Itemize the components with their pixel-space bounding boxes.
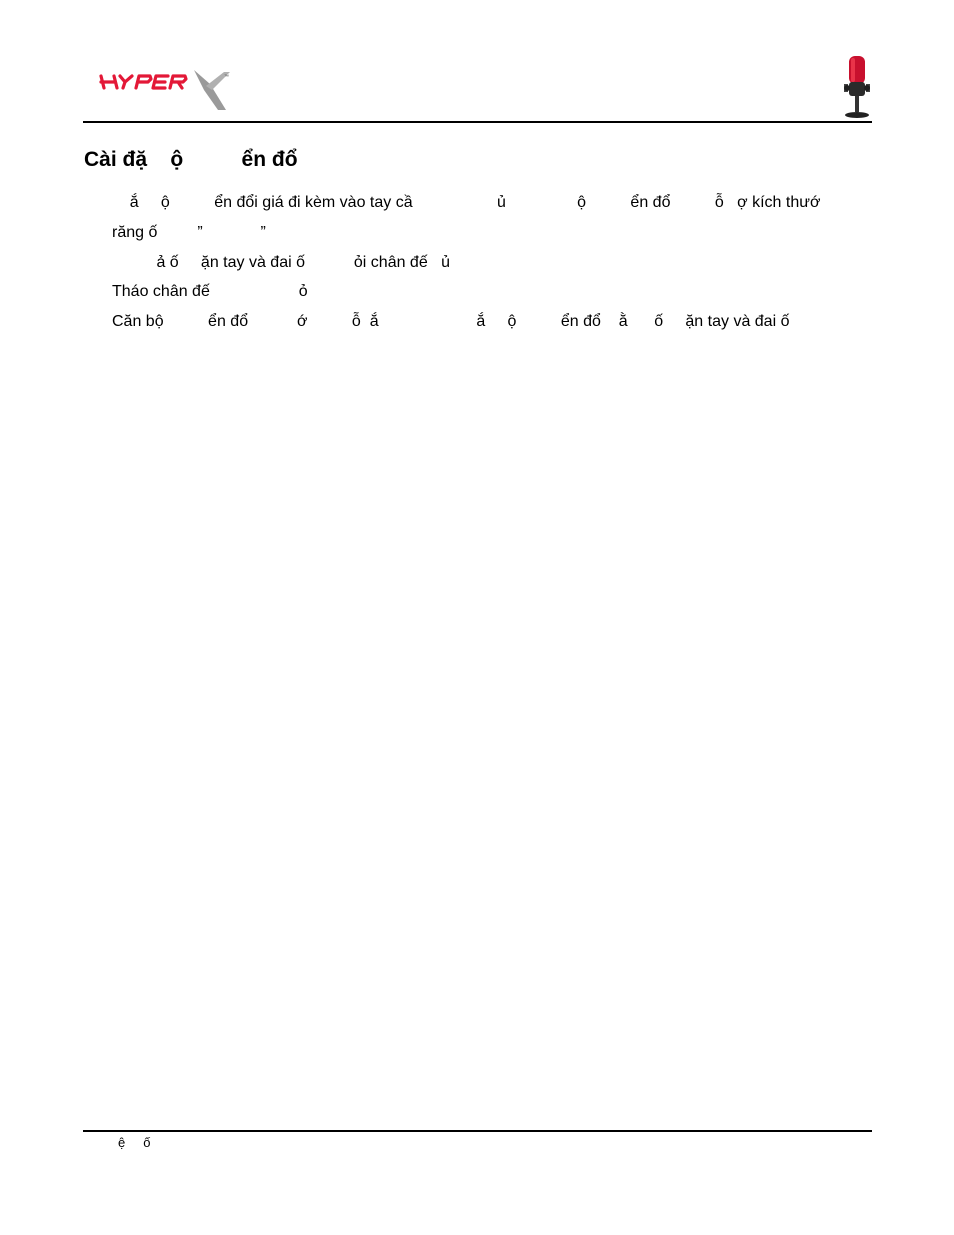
instructions-list	[112, 188, 852, 337]
microphone-icon	[838, 52, 876, 120]
instruction-line: ắ ộ ển đổi giá đi kèm vào tay cầ ủ ộ ển đổ ỗ ợ kích thướ	[112, 194, 821, 211]
footer-divider	[83, 1130, 872, 1132]
svg-text:™: ™	[224, 74, 229, 80]
header-divider	[83, 121, 872, 123]
page-header	[0, 0, 954, 124]
instruction-line: Căn bộ ển đổ ớ ỗ ắ ắ ộ ển đổ ằ ố ặn tay và đai ố	[112, 313, 790, 330]
hyperx-logo-icon	[98, 66, 238, 114]
footer-text: ệ ố	[118, 1135, 151, 1150]
instruction-line: răng ố ” ”	[112, 223, 266, 241]
instruction-line: Tháo chân đế ỏ	[112, 283, 308, 301]
page-title: Cài đặ ộ ển đổ	[84, 148, 298, 171]
instruction-line: ả ố ặn tay và đai ố ỏi chân đế ủ	[112, 253, 450, 271]
